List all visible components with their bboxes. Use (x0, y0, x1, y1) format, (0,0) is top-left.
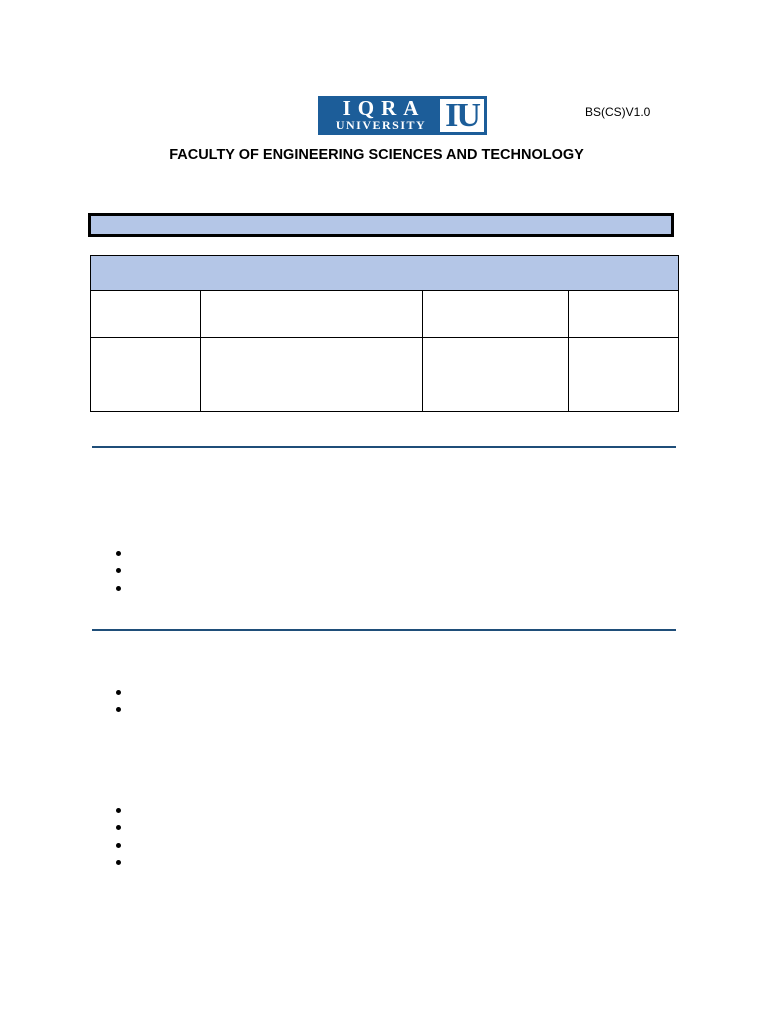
info-table-cell (423, 291, 569, 337)
iqra-university-logo (318, 96, 487, 135)
info-table-cell (201, 291, 423, 337)
info-table (90, 255, 679, 412)
title-bar (88, 213, 674, 237)
info-table-header-row (91, 256, 679, 291)
section-divider (92, 629, 676, 631)
info-table-cell (91, 337, 201, 412)
info-table-cell (569, 291, 679, 337)
logo-monogram-box (440, 99, 484, 132)
info-table-cell (91, 291, 201, 337)
logo-word-bottom: UNIVERSITY (335, 118, 427, 132)
version-label: BS(CS)V1.0 (585, 105, 651, 119)
info-table-row (91, 291, 679, 337)
info-table-row (91, 337, 679, 412)
logo-word-top: IQRA (342, 96, 426, 120)
info-table-cell (201, 337, 423, 412)
info-table-cell (423, 337, 569, 412)
section-divider (92, 446, 676, 448)
info-table-header-cell (91, 256, 679, 291)
logo-wordmark (322, 96, 440, 135)
info-table-cell (569, 337, 679, 412)
faculty-heading: FACULTY OF ENGINEERING SCIENCES AND TECHNOLOGY (169, 147, 584, 163)
logo-monogram: IU (445, 97, 479, 134)
